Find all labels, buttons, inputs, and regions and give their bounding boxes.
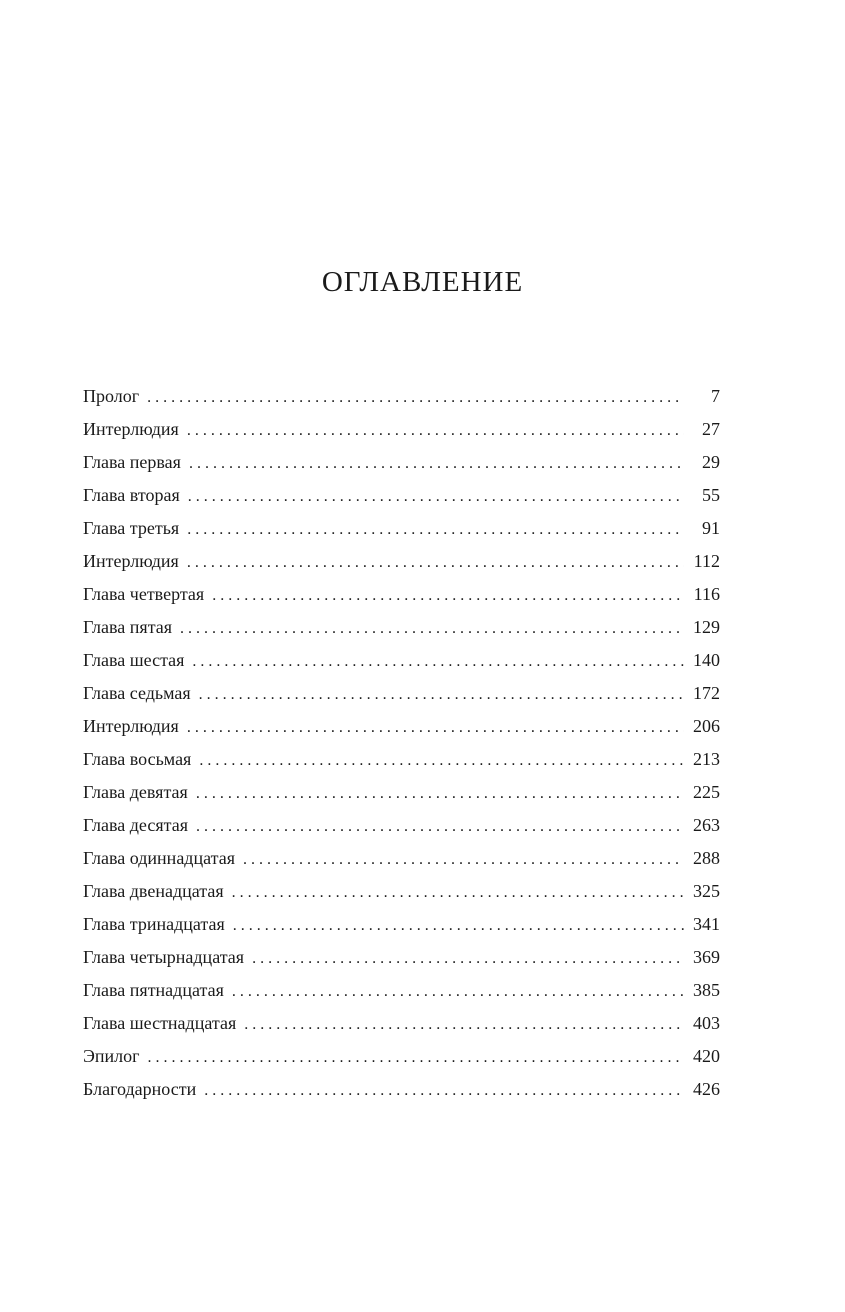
toc-entry-page: 129 xyxy=(693,617,720,637)
toc-entry-label: Глава пятнадцатая xyxy=(83,980,224,1000)
toc-entry[interactable] xyxy=(83,908,720,941)
toc-leader-dots xyxy=(199,744,684,777)
toc-entry-page: 369 xyxy=(693,947,720,967)
toc-leader-dots xyxy=(244,1008,684,1041)
toc-leader-dots xyxy=(233,909,684,942)
toc-leader-dots xyxy=(187,513,684,546)
toc-entry[interactable] xyxy=(83,809,720,842)
toc-entry-label: Глава десятая xyxy=(83,815,188,835)
toc-entry-page: 27 xyxy=(702,419,720,439)
toc-leader-dots xyxy=(148,1041,684,1074)
toc-entry-page: 7 xyxy=(711,386,720,406)
toc-entry-page: 426 xyxy=(693,1079,720,1099)
toc-entry[interactable] xyxy=(83,512,720,545)
toc-entry-page: 225 xyxy=(693,782,720,802)
toc-entry-label: Глава четвертая xyxy=(83,584,205,604)
toc-entry-label: Глава девятая xyxy=(83,782,188,802)
toc-entry[interactable] xyxy=(83,743,720,776)
toc-entry-label: Глава первая xyxy=(83,452,181,472)
toc-entry-page: 29 xyxy=(702,452,720,472)
toc-entry-label: Глава двенадцатая xyxy=(83,881,224,901)
toc-leader-dots xyxy=(196,777,684,810)
toc-entry-label: Глава четырнадцатая xyxy=(83,947,245,967)
toc-leader-dots xyxy=(147,381,684,414)
toc-entry-page: 288 xyxy=(693,848,720,868)
toc-entry-label: Глава шестая xyxy=(83,650,185,670)
toc-entry-page: 341 xyxy=(693,914,720,934)
toc-entry-page: 206 xyxy=(693,716,720,736)
toc-entry-page: 55 xyxy=(702,485,720,505)
toc-entry[interactable] xyxy=(83,611,720,644)
toc-entry[interactable] xyxy=(83,446,720,479)
toc-entry-page: 385 xyxy=(693,980,720,1000)
toc-entry[interactable] xyxy=(83,1040,720,1073)
toc-entry-page: 420 xyxy=(693,1046,720,1066)
toc-entry-label: Интерлюдия xyxy=(83,551,179,571)
toc-entry[interactable] xyxy=(83,842,720,875)
toc-entry[interactable] xyxy=(83,941,720,974)
toc-entry[interactable] xyxy=(83,875,720,908)
toc-entry[interactable] xyxy=(83,413,720,446)
toc-leader-dots xyxy=(232,975,684,1008)
toc-entry-label: Глава пятая xyxy=(83,617,173,637)
toc-entry-label: Эпилог xyxy=(83,1046,140,1066)
toc-entry-label: Благодарности xyxy=(83,1079,197,1099)
toc-entry[interactable] xyxy=(83,1073,720,1106)
toc-entry[interactable] xyxy=(83,578,720,611)
toc-leader-dots xyxy=(232,876,684,909)
toc-entry[interactable] xyxy=(83,1007,720,1040)
toc-entry-page: 140 xyxy=(693,650,720,670)
toc-entry[interactable] xyxy=(83,710,720,743)
toc-entry[interactable] xyxy=(83,677,720,710)
toc-leader-dots xyxy=(180,612,684,645)
toc-entry-label: Интерлюдия xyxy=(83,419,179,439)
toc-entry-page: 325 xyxy=(693,881,720,901)
toc-entry[interactable] xyxy=(83,644,720,677)
toc-entry-label: Глава шестнадцатая xyxy=(83,1013,237,1033)
toc-entry-label: Глава тринадцатая xyxy=(83,914,225,934)
page-title: ОГЛАВЛЕНИЕ xyxy=(321,266,524,298)
toc-leader-dots xyxy=(199,678,684,711)
toc-leader-dots xyxy=(252,942,684,975)
toc-entry-page: 172 xyxy=(693,683,720,703)
toc-entry-label: Глава восьмая xyxy=(83,749,192,769)
toc-entry-label: Глава третья xyxy=(83,518,180,538)
toc-entry[interactable] xyxy=(83,545,720,578)
toc-leader-dots xyxy=(212,579,684,612)
toc-entry-label: Глава одиннадцатая xyxy=(83,848,235,868)
toc-leader-dots xyxy=(243,843,684,876)
toc-leader-dots xyxy=(204,1074,684,1107)
toc-entry-page: 112 xyxy=(693,551,720,571)
toc-entry-page: 116 xyxy=(693,584,720,604)
toc-leader-dots xyxy=(187,546,684,579)
toc-entry-label: Глава седьмая xyxy=(83,683,191,703)
toc-entry-page: 403 xyxy=(693,1013,720,1033)
toc-entry[interactable] xyxy=(83,380,720,413)
table-of-contents xyxy=(83,380,720,1106)
toc-leader-dots xyxy=(188,480,684,513)
toc-entry-label: Пролог xyxy=(83,386,140,406)
toc-entry-page: 263 xyxy=(693,815,720,835)
toc-leader-dots xyxy=(196,810,684,843)
toc-entry-page: 213 xyxy=(693,749,720,769)
toc-leader-dots xyxy=(187,711,684,744)
toc-entry-label: Глава вторая xyxy=(83,485,180,505)
toc-leader-dots xyxy=(189,447,684,480)
toc-entry[interactable] xyxy=(83,776,720,809)
toc-entry[interactable] xyxy=(83,479,720,512)
toc-entry-label: Интерлюдия xyxy=(83,716,179,736)
toc-entry[interactable] xyxy=(83,974,720,1007)
toc-entry-page: 91 xyxy=(702,518,720,538)
toc-leader-dots xyxy=(187,414,684,447)
toc-leader-dots xyxy=(192,645,684,678)
